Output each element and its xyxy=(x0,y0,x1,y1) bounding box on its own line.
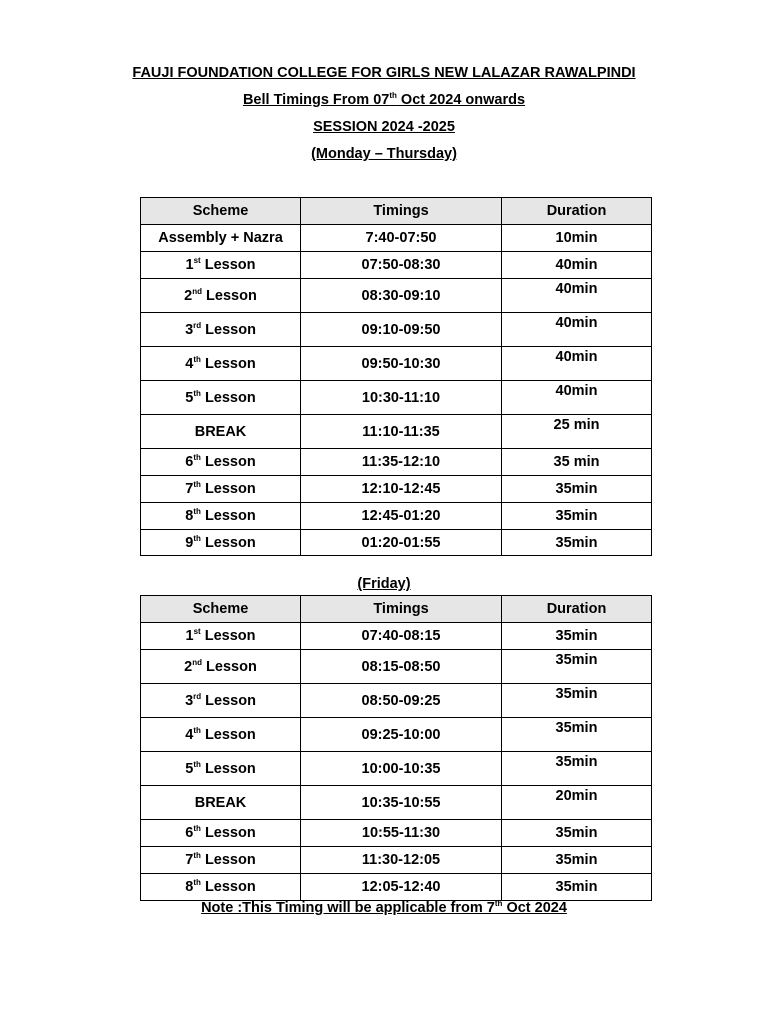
timings-cell: 08:50-09:25 xyxy=(301,684,502,718)
table-row xyxy=(141,752,652,786)
timings-cell: 10:30-11:10 xyxy=(301,381,502,415)
duration-cell: 40min xyxy=(502,313,652,347)
session-heading: SESSION 2024 -2025 xyxy=(313,119,455,135)
scheme-cell: 1st Lesson xyxy=(141,623,301,650)
table-row xyxy=(141,381,652,415)
duration-header: Duration xyxy=(502,198,652,225)
duration-cell: 40min xyxy=(502,381,652,415)
table-row xyxy=(141,476,652,503)
scheme-cell: 7th Lesson xyxy=(141,476,301,503)
timings-cell: 7:40-07:50 xyxy=(301,225,502,252)
table-row xyxy=(141,503,652,530)
duration-cell: 40min xyxy=(502,347,652,381)
timings-cell: 12:10-12:45 xyxy=(301,476,502,503)
duration-cell: 35min xyxy=(502,684,652,718)
scheme-cell: 3rd Lesson xyxy=(141,684,301,718)
weekday-schedule-table xyxy=(140,197,652,556)
timings-cell: 11:35-12:10 xyxy=(301,449,502,476)
scheme-header: Scheme xyxy=(141,596,301,623)
table-row xyxy=(141,684,652,718)
scheme-cell: 5th Lesson xyxy=(141,752,301,786)
friday-schedule-table xyxy=(140,595,652,901)
duration-cell: 35min xyxy=(502,847,652,874)
timings-cell: 12:05-12:40 xyxy=(301,874,502,901)
table-row xyxy=(141,623,652,650)
timings-cell: 10:55-11:30 xyxy=(301,820,502,847)
scheme-cell: BREAK xyxy=(141,786,301,820)
scheme-cell: 6th Lesson xyxy=(141,449,301,476)
duration-cell: 35min xyxy=(502,718,652,752)
table-row xyxy=(141,313,652,347)
scheme-cell: 4th Lesson xyxy=(141,347,301,381)
table-row xyxy=(141,820,652,847)
table-row xyxy=(141,449,652,476)
scheme-cell: 8th Lesson xyxy=(141,874,301,901)
timings-cell: 11:30-12:05 xyxy=(301,847,502,874)
scheme-cell: Assembly + Nazra xyxy=(141,225,301,252)
applicability-note: Note :This Timing will be applicable from 7th Oct 2024 xyxy=(201,899,567,916)
scheme-header: Scheme xyxy=(141,198,301,225)
scheme-cell: 3rd Lesson xyxy=(141,313,301,347)
scheme-cell: BREAK xyxy=(141,415,301,449)
duration-cell: 35min xyxy=(502,530,652,556)
timings-cell: 07:50-08:30 xyxy=(301,252,502,279)
timings-cell: 08:30-09:10 xyxy=(301,279,502,313)
duration-cell: 20min xyxy=(502,786,652,820)
timings-cell: 10:35-10:55 xyxy=(301,786,502,820)
duration-cell: 35min xyxy=(502,752,652,786)
duration-cell: 40min xyxy=(502,279,652,313)
table-row xyxy=(141,252,652,279)
scheme-cell: 7th Lesson xyxy=(141,847,301,874)
table-row xyxy=(141,786,652,820)
duration-cell: 35min xyxy=(502,623,652,650)
table-row xyxy=(141,225,652,252)
timings-cell: 12:45-01:20 xyxy=(301,503,502,530)
timings-cell: 10:00-10:35 xyxy=(301,752,502,786)
duration-cell: 35min xyxy=(502,503,652,530)
table-row xyxy=(141,718,652,752)
table-row xyxy=(141,415,652,449)
duration-cell: 25 min xyxy=(502,415,652,449)
scheme-cell: 9th Lesson xyxy=(141,530,301,556)
days-heading: (Monday – Thursday) xyxy=(311,146,457,162)
college-title: FAUJI FOUNDATION COLLEGE FOR GIRLS NEW LALAZAR RAWALPINDI xyxy=(132,65,636,81)
timings-cell: 09:10-09:50 xyxy=(301,313,502,347)
duration-cell: 35min xyxy=(502,650,652,684)
duration-cell: 35min xyxy=(502,476,652,503)
duration-header: Duration xyxy=(502,596,652,623)
timings-cell: 11:10-11:35 xyxy=(301,415,502,449)
timings-header: Timings xyxy=(301,198,502,225)
duration-cell: 35min xyxy=(502,820,652,847)
timings-cell: 07:40-08:15 xyxy=(301,623,502,650)
bell-timings-heading: Bell Timings From 07th Oct 2024 onwards xyxy=(242,91,526,108)
table-row xyxy=(141,347,652,381)
duration-cell: 35min xyxy=(502,874,652,901)
duration-cell: 40min xyxy=(502,252,652,279)
table-header-row xyxy=(141,596,652,623)
table-row xyxy=(141,279,652,313)
duration-cell: 35 min xyxy=(502,449,652,476)
scheme-cell: 2nd Lesson xyxy=(141,279,301,313)
scheme-cell: 6th Lesson xyxy=(141,820,301,847)
scheme-cell: 2nd Lesson xyxy=(141,650,301,684)
timings-cell: 08:15-08:50 xyxy=(301,650,502,684)
scheme-cell: 8th Lesson xyxy=(141,503,301,530)
timings-cell: 09:25-10:00 xyxy=(301,718,502,752)
table-row xyxy=(141,847,652,874)
duration-cell: 10min xyxy=(502,225,652,252)
scheme-cell: 4th Lesson xyxy=(141,718,301,752)
timings-cell: 09:50-10:30 xyxy=(301,347,502,381)
timings-cell: 01:20-01:55 xyxy=(301,530,502,556)
timings-header: Timings xyxy=(301,596,502,623)
table-row xyxy=(141,650,652,684)
scheme-cell: 1st Lesson xyxy=(141,252,301,279)
scheme-cell: 5th Lesson xyxy=(141,381,301,415)
table-row xyxy=(141,530,652,556)
table-header-row xyxy=(141,198,652,225)
table-row xyxy=(141,874,652,901)
friday-heading: (Friday) xyxy=(357,576,411,592)
